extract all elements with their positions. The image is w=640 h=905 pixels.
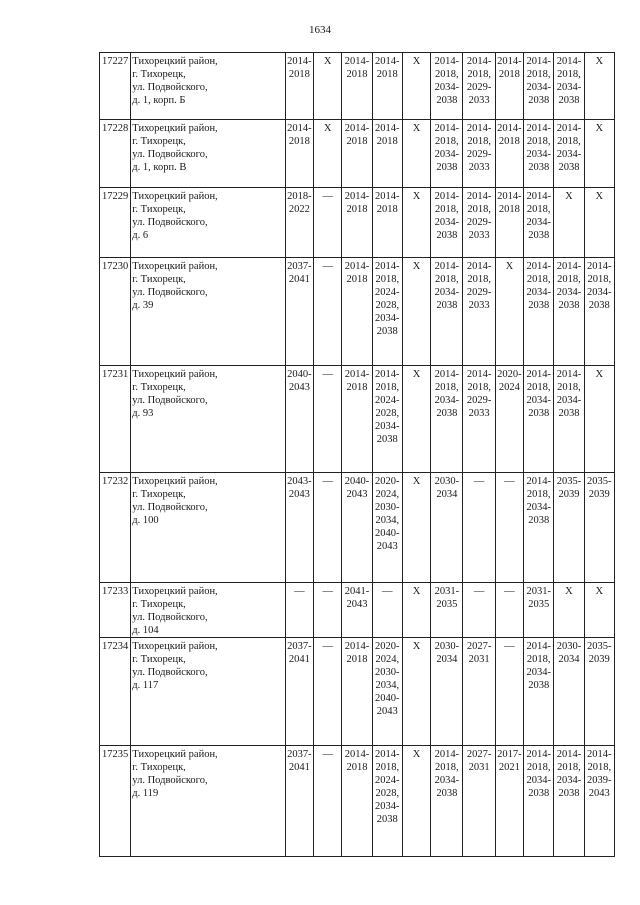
repair-period-cell: 2035- 2039 [584,473,614,583]
repair-period-cell: 2031- 2035 [431,583,463,638]
repair-period-cell: 2014- 2018 [342,188,372,258]
repair-period-cell: 2014- 2018, 2029- 2033 [463,188,495,258]
object-number-cell: 17230 [100,258,131,366]
address-cell: Тихорецкий район, г. Тихорецк, ул. Подвойского, д. 1, корп. В [131,120,286,188]
repair-period-cell: 2014- 2018, 2034- 2038 [431,258,463,366]
address-cell: Тихорецкий район, г. Тихорецк, ул. Подвойского, д. 1, корп. Б [131,53,286,120]
table-row [100,120,615,188]
repair-period-cell: X [495,258,523,366]
repair-period-cell: — [314,583,342,638]
repair-period-cell: 2014- 2018, 2034- 2038 [431,366,463,473]
repair-period-cell: X [554,583,584,638]
repair-period-cell: X [554,188,584,258]
repair-period-cell: 2030- 2034 [431,638,463,746]
table-body [100,53,615,857]
repair-period-cell: 2014- 2018, 2039- 2043 [584,746,614,857]
repair-period-cell: — [314,366,342,473]
object-number-cell: 17227 [100,53,131,120]
table-row [100,188,615,258]
repair-period-cell: X [402,583,430,638]
object-number-cell: 17232 [100,473,131,583]
repair-period-cell: 2014- 2018 [495,188,523,258]
repair-period-cell: — [372,583,402,638]
repair-period-cell: 2020- 2024, 2030- 2034, 2040- 2043 [372,473,402,583]
repair-period-cell: X [402,53,430,120]
repair-period-cell: 2014- 2018, 2034- 2038 [554,258,584,366]
repair-period-cell: 2014- 2018 [342,120,372,188]
address-cell: Тихорецкий район, г. Тихорецк, ул. Подвойского, д. 100 [131,473,286,583]
repair-period-cell: 2014- 2018, 2024- 2028, 2034- 2038 [372,258,402,366]
address-cell: Тихорецкий район, г. Тихорецк, ул. Подвойского, д. 6 [131,188,286,258]
repair-period-cell: X [584,188,614,258]
repair-period-cell: X [584,120,614,188]
repair-period-cell: — [314,188,342,258]
repair-period-cell: X [584,366,614,473]
object-number-cell: 17233 [100,583,131,638]
repair-period-cell: 2014- 2018, 2024- 2028, 2034- 2038 [372,746,402,857]
repair-period-cell: 2040- 2043 [285,366,313,473]
repair-period-cell: 2037- 2041 [285,746,313,857]
repair-period-cell: — [314,638,342,746]
object-number-cell: 17235 [100,746,131,857]
repair-period-cell: 2014- 2018, 2034- 2038 [524,258,554,366]
repair-period-cell: X [402,366,430,473]
table-row [100,53,615,120]
table-row [100,583,615,638]
repair-period-cell: X [402,120,430,188]
repair-period-cell: 2020- 2024 [495,366,523,473]
repair-period-cell: 2014- 2018, 2034- 2038 [524,366,554,473]
repair-period-cell: 2014- 2018 [342,366,372,473]
repair-period-cell: 2014- 2018, 2034- 2038 [431,120,463,188]
repair-period-cell: 2014- 2018 [495,120,523,188]
housing-repair-schedule-table [99,52,615,857]
repair-period-cell: 2014- 2018, 2034- 2038 [554,746,584,857]
repair-period-cell: 2014- 2018, 2029- 2033 [463,120,495,188]
repair-period-cell: 2014- 2018 [342,53,372,120]
table-row [100,638,615,746]
repair-period-cell: 2037- 2041 [285,258,313,366]
table-row [100,473,615,583]
table-row [100,258,615,366]
object-number-cell: 17229 [100,188,131,258]
repair-period-cell: 2027- 2031 [463,746,495,857]
repair-period-cell: 2027- 2031 [463,638,495,746]
repair-period-cell: 2014- 2018, 2034- 2038 [524,188,554,258]
repair-period-cell: X [584,583,614,638]
page-number: 1634 [309,24,331,36]
repair-period-cell: 2014- 2018, 2034- 2038 [524,53,554,120]
repair-period-cell: 2014- 2018 [342,638,372,746]
repair-period-cell: — [463,473,495,583]
repair-period-cell: 2014- 2018, 2029- 2033 [463,366,495,473]
repair-period-cell: 2017- 2021 [495,746,523,857]
repair-period-cell: — [495,638,523,746]
repair-period-cell: 2014- 2018, 2029- 2033 [463,53,495,120]
repair-period-cell: 2014- 2018, 2034- 2038 [431,53,463,120]
repair-period-cell: 2014- 2018, 2034- 2038 [524,746,554,857]
repair-period-cell: 2014- 2018, 2034- 2038 [524,638,554,746]
repair-period-cell: 2014- 2018 [372,188,402,258]
repair-period-cell: 2018- 2022 [285,188,313,258]
object-number-cell: 17234 [100,638,131,746]
repair-period-cell: X [402,746,430,857]
repair-period-cell: — [495,583,523,638]
repair-period-cell: 2014- 2018, 2024- 2028, 2034- 2038 [372,366,402,473]
repair-period-cell: X [314,120,342,188]
repair-period-cell: 2030- 2034 [554,638,584,746]
repair-period-cell: 2014- 2018 [372,120,402,188]
repair-period-cell: 2014- 2018 [342,746,372,857]
repair-period-cell: 2014- 2018 [285,120,313,188]
object-number-cell: 17228 [100,120,131,188]
repair-period-cell: 2031- 2035 [524,583,554,638]
table-row [100,366,615,473]
repair-period-cell: 2014- 2018, 2029- 2033 [463,258,495,366]
repair-period-cell: — [314,473,342,583]
address-cell: Тихорецкий район, г. Тихорецк, ул. Подвойского, д. 39 [131,258,286,366]
repair-period-cell: 2020- 2024, 2030- 2034, 2040- 2043 [372,638,402,746]
repair-period-cell: 2040- 2043 [342,473,372,583]
repair-period-cell: 2014- 2018, 2034- 2038 [524,120,554,188]
repair-period-cell: 2030- 2034 [431,473,463,583]
table-row [100,746,615,857]
repair-period-cell: 2014- 2018, 2034- 2038 [554,53,584,120]
repair-period-cell: — [314,258,342,366]
repair-period-cell: 2014- 2018 [372,53,402,120]
repair-period-cell: X [402,638,430,746]
address-cell: Тихорецкий район, г. Тихорецк, ул. Подвойского, д. 93 [131,366,286,473]
repair-period-cell: 2037- 2041 [285,638,313,746]
repair-period-cell: 2035- 2039 [554,473,584,583]
address-cell: Тихорецкий район, г. Тихорецк, ул. Подвойского, д. 104 [131,583,286,638]
repair-period-cell: — [495,473,523,583]
repair-period-cell: X [402,258,430,366]
address-cell: Тихорецкий район, г. Тихорецк, ул. Подвойского, д. 117 [131,638,286,746]
repair-period-cell: X [402,473,430,583]
repair-period-cell: 2043- 2043 [285,473,313,583]
repair-period-cell: X [314,53,342,120]
object-number-cell: 17231 [100,366,131,473]
repair-period-cell: X [402,188,430,258]
repair-period-cell: 2014- 2018, 2034- 2038 [554,120,584,188]
repair-period-cell: — [463,583,495,638]
repair-period-cell: 2014- 2018, 2034- 2038 [431,746,463,857]
address-cell: Тихорецкий район, г. Тихорецк, ул. Подвойского, д. 119 [131,746,286,857]
repair-period-cell: 2014- 2018, 2034- 2038 [431,188,463,258]
repair-period-cell: 2014- 2018 [342,258,372,366]
repair-period-cell: 2014- 2018, 2034- 2038 [554,366,584,473]
repair-period-cell: 2041- 2043 [342,583,372,638]
repair-period-cell: 2014- 2018 [285,53,313,120]
repair-period-cell: 2014- 2018, 2034- 2038 [584,258,614,366]
repair-period-cell: — [285,583,313,638]
repair-period-cell: — [314,746,342,857]
repair-period-cell: 2035- 2039 [584,638,614,746]
repair-period-cell: 2014- 2018 [495,53,523,120]
repair-period-cell: 2014- 2018, 2034- 2038 [524,473,554,583]
repair-period-cell: X [584,53,614,120]
